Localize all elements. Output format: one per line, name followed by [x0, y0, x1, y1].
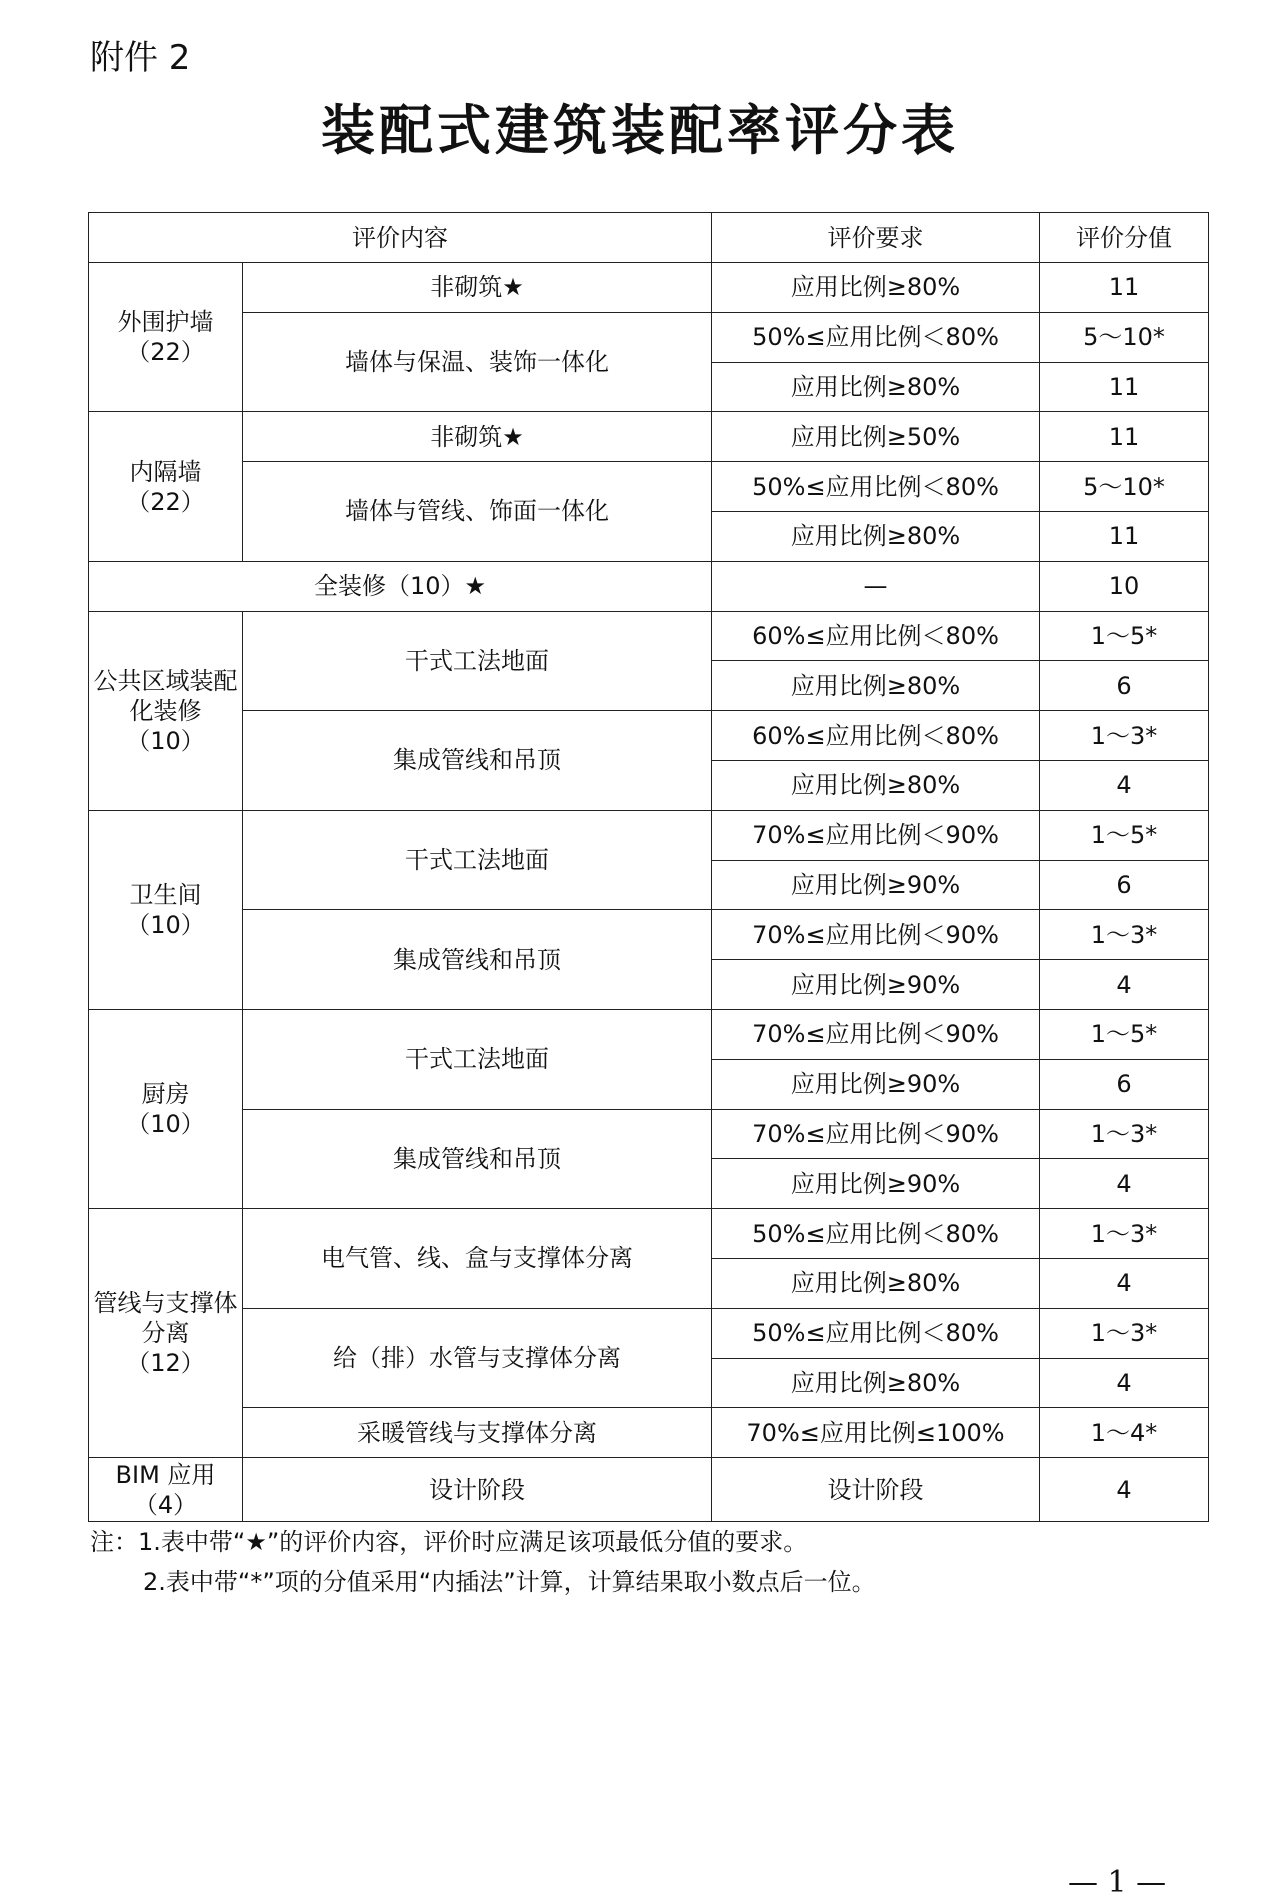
score-cell: 1～3* — [1040, 910, 1209, 960]
table-row — [89, 711, 1209, 761]
requirement-cell: 应用比例≥80% — [712, 1358, 1040, 1408]
score-cell: 4 — [1040, 760, 1209, 810]
group-name: 卫生间 — [129, 880, 202, 909]
score-cell: 1～5* — [1040, 1009, 1209, 1059]
header-score: 评价分值 — [1040, 213, 1209, 263]
requirement-cell: 60%≤应用比例＜80% — [712, 611, 1040, 661]
group-cell — [89, 1209, 243, 1458]
score-cell: 1～4* — [1040, 1408, 1209, 1458]
group-cell — [89, 1458, 243, 1522]
page-title: 装配式建筑装配率评分表 — [321, 99, 959, 162]
requirement-cell: 70%≤应用比例≤100% — [712, 1408, 1040, 1458]
header-content: 评价内容 — [89, 213, 712, 263]
group-cell — [89, 810, 243, 1009]
requirement-cell: 应用比例≥80% — [712, 1258, 1040, 1308]
score-cell: 6 — [1040, 860, 1209, 910]
requirement-cell: 70%≤应用比例＜90% — [712, 1009, 1040, 1059]
page-number: — 1 — — [1068, 1865, 1167, 1900]
table-row — [89, 312, 1209, 362]
group-name: 厨房 — [141, 1080, 190, 1109]
table-row — [89, 412, 1209, 462]
requirement-cell: 应用比例≥90% — [712, 1159, 1040, 1209]
score-cell: 1～5* — [1040, 810, 1209, 860]
attachment-label: 附件 2 — [90, 38, 191, 78]
requirement-cell: 应用比例≥80% — [712, 511, 1040, 561]
table-row — [89, 810, 1209, 860]
requirement-cell: 应用比例≥80% — [712, 263, 1040, 313]
group-cell — [89, 263, 243, 412]
item-cell: 非砌筑★ — [243, 263, 712, 313]
group-points: （10） — [126, 910, 205, 939]
group-name: 公共区域装配化装修 — [93, 666, 238, 725]
group-points: （10） — [126, 726, 205, 755]
requirement-cell: 设计阶段 — [712, 1458, 1040, 1522]
score-cell: 11 — [1040, 511, 1209, 561]
score-cell: 1～3* — [1040, 1109, 1209, 1159]
item-cell: 干式工法地面 — [243, 611, 712, 711]
requirement-cell: 70%≤应用比例＜90% — [712, 1109, 1040, 1159]
header-requirement: 评价要求 — [712, 213, 1040, 263]
score-cell: 11 — [1040, 362, 1209, 412]
requirement-cell: 50%≤应用比例＜80% — [712, 1308, 1040, 1358]
group-name: 外围护墙 — [117, 308, 214, 337]
score-cell: 5～10* — [1040, 462, 1209, 512]
score-cell: 1～3* — [1040, 1308, 1209, 1358]
item-cell: 采暖管线与支撑体分离 — [243, 1408, 712, 1458]
note-1: 注：1.表中带“★”的评价内容，评价时应满足该项最低分值的要求。 — [90, 1528, 808, 1556]
item-cell: 设计阶段 — [243, 1458, 712, 1522]
requirement-cell: 应用比例≥90% — [712, 960, 1040, 1010]
table-row — [89, 1109, 1209, 1159]
requirement-cell: 50%≤应用比例＜80% — [712, 312, 1040, 362]
item-cell: 非砌筑★ — [243, 412, 712, 462]
requirement-cell: 应用比例≥80% — [712, 362, 1040, 412]
score-table — [88, 212, 1209, 1522]
group-cell — [89, 1009, 243, 1208]
table-row — [89, 611, 1209, 661]
requirement-cell: 60%≤应用比例＜80% — [712, 711, 1040, 761]
group-name: 管线与支撑体分离 — [93, 1289, 238, 1348]
table-row — [89, 1308, 1209, 1358]
item-cell: 干式工法地面 — [243, 810, 712, 910]
group-points: （10） — [126, 1110, 205, 1139]
group-name: BIM 应用 — [115, 1460, 216, 1489]
score-cell: 1～5* — [1040, 611, 1209, 661]
notes — [90, 1522, 876, 1602]
table-row — [89, 910, 1209, 960]
table-row — [89, 561, 1209, 611]
score-cell: 1～3* — [1040, 711, 1209, 761]
score-cell: 6 — [1040, 1059, 1209, 1109]
score-cell: 4 — [1040, 1358, 1209, 1408]
group-points: （22） — [126, 487, 205, 516]
score-cell: 5～10* — [1040, 312, 1209, 362]
score-cell: 4 — [1040, 1258, 1209, 1308]
group-cell — [89, 611, 243, 810]
item-cell: 墙体与保温、装饰一体化 — [243, 312, 712, 412]
group-points: （22） — [126, 338, 205, 367]
table-header-row — [89, 213, 1209, 263]
group-points: （4） — [133, 1490, 198, 1519]
score-cell: 6 — [1040, 661, 1209, 711]
requirement-cell: 应用比例≥80% — [712, 760, 1040, 810]
group-cell — [89, 412, 243, 561]
item-cell: 集成管线和吊顶 — [243, 910, 712, 1010]
score-cell: 1～3* — [1040, 1209, 1209, 1259]
score-cell: 11 — [1040, 412, 1209, 462]
requirement-cell: 应用比例≥80% — [712, 661, 1040, 711]
group-points: （12） — [126, 1349, 205, 1378]
score-cell: 4 — [1040, 1159, 1209, 1209]
note-2: 2.表中带“*”项的分值采用“内插法”计算，计算结果取小数点后一位。 — [143, 1568, 876, 1596]
score-cell: 11 — [1040, 263, 1209, 313]
item-cell: 集成管线和吊顶 — [243, 711, 712, 811]
requirement-cell: — — [712, 561, 1040, 611]
requirement-cell: 应用比例≥50% — [712, 412, 1040, 462]
table-row — [89, 1458, 1209, 1522]
item-cell: 集成管线和吊顶 — [243, 1109, 712, 1209]
requirement-cell: 应用比例≥90% — [712, 1059, 1040, 1109]
table-row — [89, 1009, 1209, 1059]
table-row — [89, 462, 1209, 512]
score-cell: 4 — [1040, 960, 1209, 1010]
item-cell: 干式工法地面 — [243, 1009, 712, 1109]
requirement-cell: 50%≤应用比例＜80% — [712, 462, 1040, 512]
item-cell: 给（排）水管与支撑体分离 — [243, 1308, 712, 1408]
table-row — [89, 1209, 1209, 1259]
table-row — [89, 1408, 1209, 1458]
group-name: 内隔墙 — [129, 457, 202, 486]
score-cell: 10 — [1040, 561, 1209, 611]
requirement-cell: 70%≤应用比例＜90% — [712, 910, 1040, 960]
item-cell: 电气管、线、盒与支撑体分离 — [243, 1209, 712, 1309]
item-cell: 墙体与管线、饰面一体化 — [243, 462, 712, 562]
score-cell: 4 — [1040, 1458, 1209, 1522]
requirement-cell: 50%≤应用比例＜80% — [712, 1209, 1040, 1259]
requirement-cell: 70%≤应用比例＜90% — [712, 810, 1040, 860]
table-row — [89, 263, 1209, 313]
requirement-cell: 应用比例≥90% — [712, 860, 1040, 910]
item-cell: 全装修（10）★ — [89, 561, 712, 611]
